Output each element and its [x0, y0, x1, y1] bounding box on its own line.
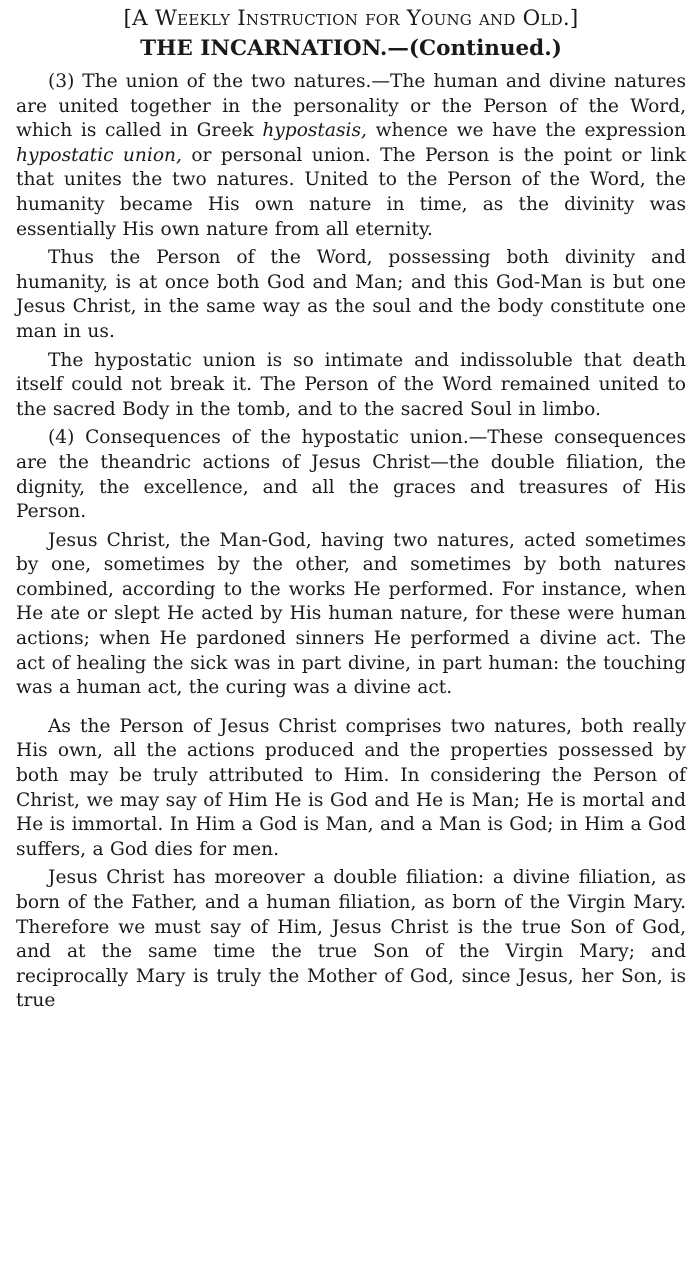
paragraph-text: or personal union. The Person is the point or link that unites the two natures. United to the Person of the Word, the humanity became His own nature in time, as the divinity was essentially His own nature from all eternity. [16, 144, 686, 240]
paragraph-lead: (3) The union of the two natures.— [48, 71, 390, 92]
paragraph-text: Thus the Person of the Word, possessing both divinity and humanity, is at once both God and Man; and this God-Man is but one Jesus Christ, in the same way as the soul and the body constitute one man in us. [16, 247, 686, 342]
italic-term-hypostatic-union: hypostatic union, [16, 144, 182, 166]
paragraph-god-man [16, 246, 686, 344]
paragraph-text: Jesus Christ has moreover a double filiation: a divine filiation, as born of the Father, and a human filiation, as born of the Virgin Mary. Therefore we must say of Him, Jesus Christ is the true Son of God, and at the same time the true Son of the Virgin Mary; and reciprocally Mary is truly the Mother of God, since Jesus, her Son, is true [16, 867, 686, 1012]
paragraph-attributes [16, 715, 686, 863]
italic-term-hypostasis: hypostasis, [262, 120, 367, 142]
bracket-open: [ [123, 6, 133, 31]
paragraph-theandric-actions [16, 529, 686, 701]
paragraph-text: As the Person of Jesus Christ comprises two natures, both really His own, all the actions produced and the properties possessed by both may be truly attributed to Him. In considering the Person of Christ, we may say of Him He is God and He is Man; He is mortal and He is immortal. In Him a God is Man, and a Man is God; in Him a God suffers, a God dies for men. [16, 715, 686, 860]
paragraph-consequences [16, 426, 686, 524]
title-main: THE INCARNATION. [140, 36, 388, 61]
paragraph-union-of-natures [16, 70, 686, 242]
paragraph-text: The hypostatic union is so intimate and indissoluble that death itself could not break it. The Person of the Word remained united to the sacred Body in the tomb, and to the sacred Soul in limbo. [16, 349, 686, 420]
series-header [16, 4, 686, 34]
title-continued: —(Continued.) [387, 36, 562, 61]
paragraph-text: Jesus Christ, the Man-God, having two natures, acted sometimes by one, sometimes by the other, and sometimes by both natures combined, according to the works He performed. For instance, when He ate or slept He acted by His human nature, for these were human actions; when He pardoned sinners He performed a divine act. The act of healing the sick was in part divine, in part human: the touching was a human act, the curing was a divine act. [16, 529, 686, 699]
paragraph-text: The human and divine natures are united together in the personality or the Person of the Word, which is called in Greek [16, 71, 686, 142]
paragraph-double-filiation [16, 866, 686, 1014]
page-title [16, 34, 686, 64]
paragraph-indissoluble [16, 349, 686, 423]
bracket-close: ] [569, 6, 579, 31]
paragraph-text: whence we have the expression [366, 120, 686, 142]
paragraph-lead: (4) Consequences of the hypostatic union.— [48, 427, 488, 449]
series-header-text: A Weekly Instruction for Young and Old. [132, 6, 570, 31]
paragraph-text: These consequences are the theandric actions of Jesus Christ—the double filiation, the dignity, the excellence, and all the graces and treasures of His Person. [16, 427, 686, 523]
